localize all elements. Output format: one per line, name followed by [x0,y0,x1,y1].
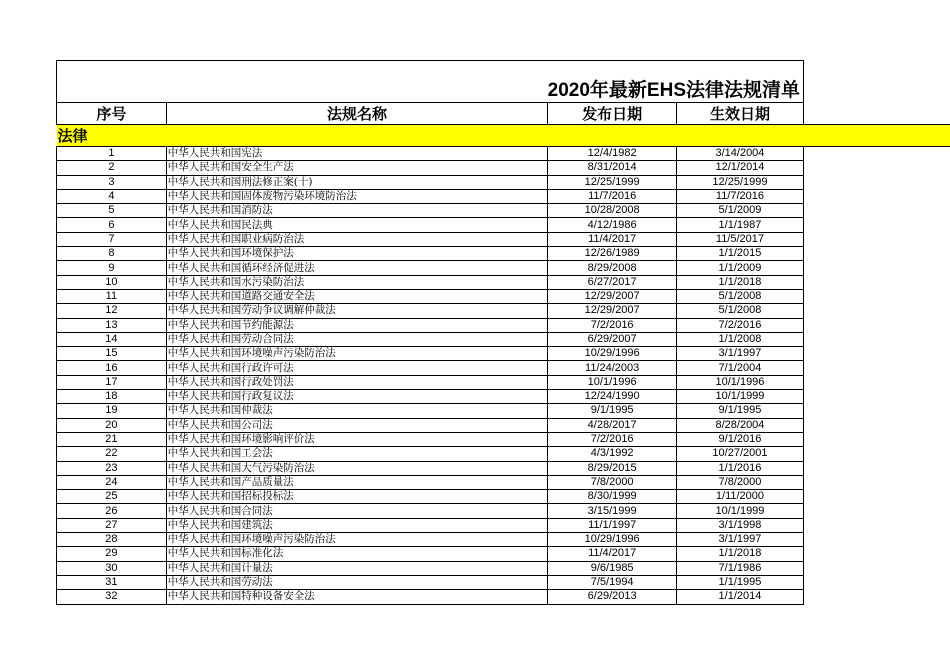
cell-publish-date[interactable]: 10/28/2008 [548,204,677,218]
cell-effective-date[interactable]: 5/1/2009 [677,204,804,218]
table-row [57,275,950,289]
cell-publish-date[interactable]: 12/24/1990 [548,390,677,404]
cell-effective-date[interactable]: 10/27/2001 [677,447,804,461]
table-row [57,590,950,604]
table-row [57,390,950,404]
cell-name[interactable]: 中华人民共和国环境保护法 [166,247,548,261]
cell-publish-date[interactable]: 12/25/1999 [548,175,677,189]
cell-index[interactable]: 27 [57,518,167,532]
cell-name[interactable]: 中华人民共和国道路交通安全法 [166,289,548,303]
table-row [57,289,950,303]
cell-index[interactable]: 4 [57,189,167,203]
cell-index[interactable]: 5 [57,204,167,218]
cell-effective-date[interactable]: 1/1/2018 [677,547,804,561]
table-row [57,261,950,275]
table-row [57,504,950,518]
table-row [57,461,950,475]
cell-publish-date[interactable]: 11/4/2017 [548,232,677,246]
table-row [57,490,950,504]
table-row [57,561,950,575]
cell-index[interactable]: 15 [57,347,167,361]
header-name[interactable]: 法规名称 [166,103,548,125]
cell-effective-date[interactable]: 7/8/2000 [677,475,804,489]
cell-name[interactable]: 中华人民共和国合同法 [166,504,548,518]
table-row [57,575,950,589]
cell-index[interactable]: 29 [57,547,167,561]
cell-effective-date[interactable]: 7/1/2004 [677,361,804,375]
cell-index[interactable]: 22 [57,447,167,461]
regulations-table [56,102,950,605]
cell-effective-date[interactable]: 3/1/1997 [677,347,804,361]
table-row [57,418,950,432]
section-label[interactable]: 法律 [57,125,804,147]
cell-publish-date[interactable]: 3/15/1999 [548,504,677,518]
table-row [57,204,950,218]
table-row [57,161,950,175]
cell-effective-date[interactable]: 8/28/2004 [677,418,804,432]
cell-name[interactable]: 中华人民共和国行政许可法 [166,361,548,375]
cell-effective-date[interactable]: 3/1/1998 [677,518,804,532]
table-row [57,375,950,389]
table-row [57,533,950,547]
cell-publish-date[interactable]: 11/1/1997 [548,518,677,532]
cell-index[interactable]: 14 [57,332,167,346]
cell-publish-date[interactable]: 6/29/2007 [548,332,677,346]
cell-name[interactable]: 中华人民共和国特种设备安全法 [166,590,548,604]
header-row [57,103,950,125]
cell-name[interactable]: 中华人民共和国宪法 [166,147,548,161]
cell-index[interactable]: 16 [57,361,167,375]
section-row-law [57,125,950,147]
cell-effective-date[interactable]: 1/11/2000 [677,490,804,504]
cell-index[interactable]: 30 [57,561,167,575]
cell-index[interactable]: 12 [57,304,167,318]
cell-publish-date[interactable]: 12/29/2007 [548,304,677,318]
cell-name[interactable]: 中华人民共和国循环经济促进法 [166,261,548,275]
cell-effective-date[interactable]: 1/1/2009 [677,261,804,275]
cell-name[interactable]: 中华人民共和国标准化法 [166,547,548,561]
cell-name[interactable]: 中华人民共和国环境噪声污染防治法 [166,533,548,547]
cell-index[interactable]: 8 [57,247,167,261]
cell-publish-date[interactable]: 6/29/2013 [548,590,677,604]
table-row [57,247,950,261]
cell-index[interactable]: 21 [57,432,167,446]
cell-name[interactable]: 中华人民共和国环境噪声污染防治法 [166,347,548,361]
cell-name[interactable]: 中华人民共和国劳动法 [166,575,548,589]
cell-publish-date[interactable]: 4/12/1986 [548,218,677,232]
cell-effective-date[interactable]: 5/1/2008 [677,304,804,318]
cell-effective-date[interactable]: 1/1/2014 [677,590,804,604]
cell-name[interactable]: 中华人民共和国建筑法 [166,518,548,532]
cell-effective-date[interactable]: 7/2/2016 [677,318,804,332]
cell-index[interactable]: 26 [57,504,167,518]
cell-publish-date[interactable]: 7/2/2016 [548,432,677,446]
cell-effective-date[interactable]: 7/1/1986 [677,561,804,575]
table-row [57,347,950,361]
cell-effective-date[interactable]: 11/7/2016 [677,189,804,203]
cell-index[interactable]: 31 [57,575,167,589]
cell-name[interactable]: 中华人民共和国职业病防治法 [166,232,548,246]
cell-publish-date[interactable]: 7/8/2000 [548,475,677,489]
cell-effective-date[interactable]: 1/1/1995 [677,575,804,589]
cell-index[interactable]: 1 [57,147,167,161]
cell-effective-date[interactable]: 12/25/1999 [677,175,804,189]
cell-publish-date[interactable]: 4/3/1992 [548,447,677,461]
table-row [57,547,950,561]
cell-publish-date[interactable]: 10/1/1996 [548,375,677,389]
cell-index[interactable]: 13 [57,318,167,332]
cell-effective-date[interactable]: 1/1/2018 [677,275,804,289]
cell-effective-date[interactable]: 3/1/1997 [677,533,804,547]
cell-publish-date[interactable]: 10/29/1996 [548,347,677,361]
cell-effective-date[interactable]: 3/14/2004 [677,147,804,161]
table-row [57,189,950,203]
cell-name[interactable]: 中华人民共和国劳动合同法 [166,332,548,346]
cell-publish-date[interactable]: 12/29/2007 [548,289,677,303]
cell-effective-date[interactable]: 12/1/2014 [677,161,804,175]
cell-publish-date[interactable]: 8/31/2014 [548,161,677,175]
table-row [57,218,950,232]
cell-name[interactable]: 中华人民共和国刑法修正案(十) [166,175,548,189]
cell-effective-date[interactable]: 1/1/2015 [677,247,804,261]
cell-name[interactable]: 中华人民共和国水污染防治法 [166,275,548,289]
cell-publish-date[interactable]: 7/5/1994 [548,575,677,589]
cell-publish-date[interactable]: 8/30/1999 [548,490,677,504]
table-row [57,318,950,332]
header-publish-date[interactable]: 发布日期 [548,103,677,125]
table-row [57,404,950,418]
cell-effective-date[interactable]: 11/5/2017 [677,232,804,246]
cell-index[interactable]: 28 [57,533,167,547]
cell-effective-date[interactable]: 10/1/1999 [677,390,804,404]
cell-name[interactable]: 中华人民共和国行政复议法 [166,390,548,404]
cell-effective-date[interactable]: 5/1/2008 [677,289,804,303]
cell-publish-date[interactable]: 9/1/1995 [548,404,677,418]
cell-effective-date[interactable]: 10/1/1999 [677,504,804,518]
table-row [57,304,950,318]
cell-publish-date[interactable]: 11/7/2016 [548,189,677,203]
section-highlight-extension [803,125,950,147]
cell-effective-date[interactable]: 9/1/1995 [677,404,804,418]
cell-publish-date[interactable]: 11/24/2003 [548,361,677,375]
cell-index[interactable]: 2 [57,161,167,175]
cell-index[interactable]: 24 [57,475,167,489]
cell-name[interactable]: 中华人民共和国大气污染防治法 [166,461,548,475]
cell-index[interactable]: 9 [57,261,167,275]
spreadsheet [56,60,950,605]
cell-name[interactable]: 中华人民共和国工会法 [166,447,548,461]
table-row [57,332,950,346]
cell-index[interactable]: 19 [57,404,167,418]
cell-effective-date[interactable]: 1/1/1987 [677,218,804,232]
cell-index[interactable]: 32 [57,590,167,604]
cell-publish-date[interactable]: 12/4/1982 [548,147,677,161]
table-row [57,475,950,489]
cell-publish-date[interactable]: 12/26/1989 [548,247,677,261]
cell-name[interactable]: 中华人民共和国劳动争议调解仲裁法 [166,304,548,318]
table-row [57,147,950,161]
cell-publish-date[interactable]: 4/28/2017 [548,418,677,432]
cell-publish-date[interactable]: 8/29/2015 [548,461,677,475]
table-row [57,447,950,461]
cell-name[interactable]: 中华人民共和国计量法 [166,561,548,575]
cell-effective-date[interactable]: 10/1/1996 [677,375,804,389]
table-row [57,232,950,246]
title-row [56,60,804,102]
cell-effective-date[interactable]: 9/1/2016 [677,432,804,446]
header-index[interactable]: 序号 [57,103,167,125]
cell-name[interactable]: 中华人民共和国行政处罚法 [166,375,548,389]
cell-effective-date[interactable]: 1/1/2008 [677,332,804,346]
cell-index[interactable]: 6 [57,218,167,232]
cell-name[interactable]: 中华人民共和国民法典 [166,218,548,232]
table-row [57,175,950,189]
cell-publish-date[interactable]: 7/2/2016 [548,318,677,332]
page-title: 2020年最新EHS法律法规清单 [547,80,800,101]
cell-index[interactable]: 11 [57,289,167,303]
header-effective-date[interactable]: 生效日期 [677,103,804,125]
cell-name[interactable]: 中华人民共和国产品质量法 [166,475,548,489]
cell-effective-date[interactable]: 1/1/2016 [677,461,804,475]
cell-name[interactable]: 中华人民共和国公司法 [166,418,548,432]
cell-index[interactable]: 20 [57,418,167,432]
cell-index[interactable]: 3 [57,175,167,189]
table-row [57,432,950,446]
cell-name[interactable]: 中华人民共和国固体废物污染环境防治法 [166,189,548,203]
cell-index[interactable]: 7 [57,232,167,246]
cell-name[interactable]: 中华人民共和国仲裁法 [166,404,548,418]
cell-publish-date[interactable]: 10/29/1996 [548,533,677,547]
cell-index[interactable]: 23 [57,461,167,475]
cell-publish-date[interactable]: 11/4/2017 [548,547,677,561]
cell-name[interactable]: 中华人民共和国安全生产法 [166,161,548,175]
cell-name[interactable]: 中华人民共和国节约能源法 [166,318,548,332]
cell-publish-date[interactable]: 9/6/1985 [548,561,677,575]
cell-index[interactable]: 10 [57,275,167,289]
cell-index[interactable]: 17 [57,375,167,389]
cell-name[interactable]: 中华人民共和国环境影响评价法 [166,432,548,446]
table-row [57,518,950,532]
cell-index[interactable]: 25 [57,490,167,504]
cell-name[interactable]: 中华人民共和国消防法 [166,204,548,218]
cell-index[interactable]: 18 [57,390,167,404]
cell-publish-date[interactable]: 6/27/2017 [548,275,677,289]
table-row [57,361,950,375]
cell-name[interactable]: 中华人民共和国招标投标法 [166,490,548,504]
cell-publish-date[interactable]: 8/29/2008 [548,261,677,275]
